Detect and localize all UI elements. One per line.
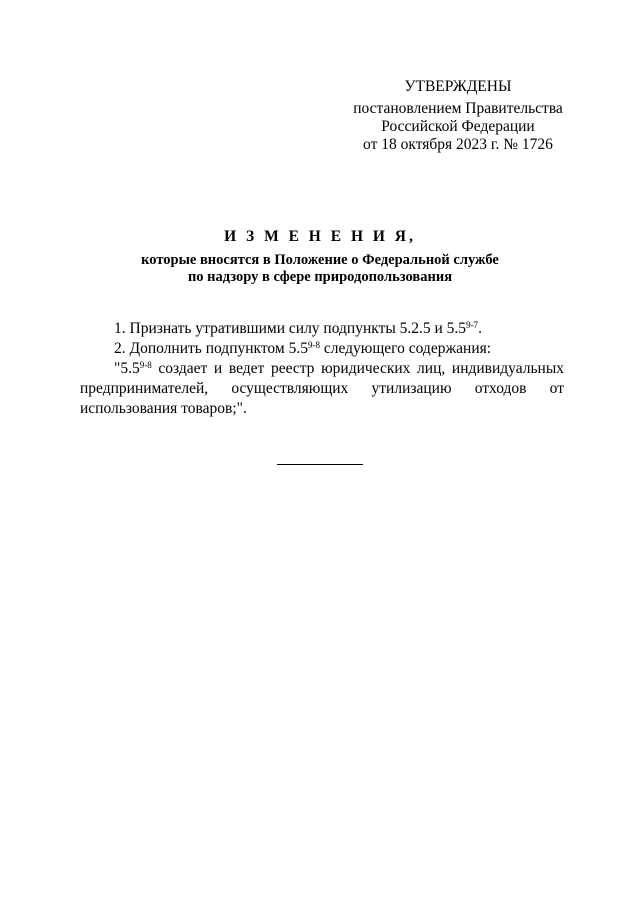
quote-text: создает и ведет реестр юридических лиц, индивидуальных предпринимателей, осуществляющих утилизацию отходов от использования товаров;". [80, 360, 564, 417]
separator-line [277, 464, 363, 465]
quote-prefix: "5.5 [114, 360, 140, 377]
item-1-sup: 9-7 [466, 320, 479, 330]
item-2-sup: 9-8 [307, 340, 320, 350]
approval-line-3: от 18 октября 2023 г. № 1726 [363, 136, 553, 153]
quote-sup: 9-8 [139, 360, 152, 370]
item-2-tail: следующего содержания: [319, 340, 492, 357]
approved-label: УТВЕРЖДЕНЫ [404, 78, 512, 95]
item-2 [80, 339, 564, 359]
subtitle-line-2: по надзору в сфере природопользования [187, 269, 453, 285]
approval-line-2: Российской Федерации [381, 118, 535, 135]
document-subtitle [60, 252, 580, 286]
item-1-tail: . [478, 320, 482, 337]
item-1 [80, 319, 564, 339]
approval-line-1: постановлением Правительства [353, 100, 563, 117]
approval-stamp [340, 78, 576, 154]
document-title: И З М Е Н Е Н И Я, [224, 228, 416, 245]
item-2-text: 2. Дополнить подпунктом 5.5 [114, 340, 308, 357]
subtitle-line-1: которые вносятся в Положение о Федеральной службе [141, 252, 499, 268]
item-1-text: 1. Признать утратившими силу подпункты 5.2.5 и 5.5 [114, 320, 467, 337]
document-body [80, 319, 564, 419]
quoted-item [80, 359, 564, 419]
